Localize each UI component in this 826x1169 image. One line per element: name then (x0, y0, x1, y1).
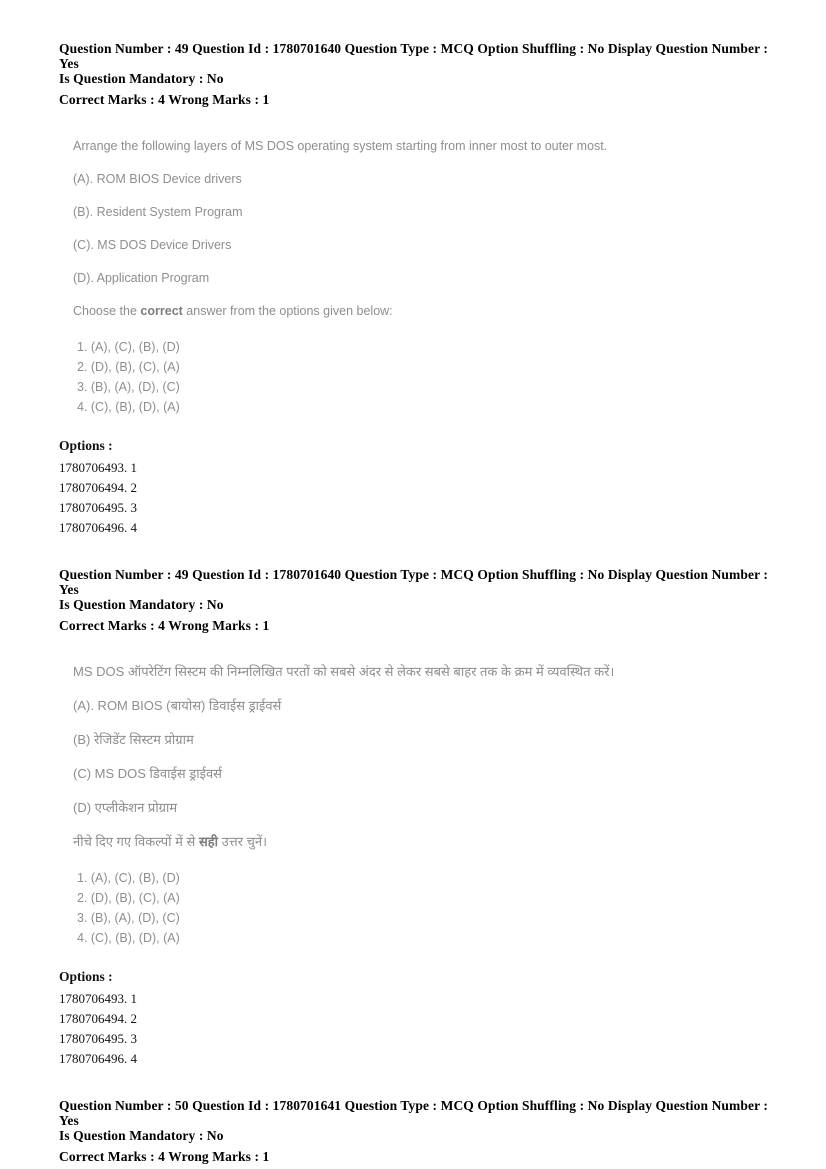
question-50-header (59, 1098, 776, 1164)
choice-3: 3. (B), (A), (D), (C) (77, 911, 180, 925)
choice-1: 1. (A), (C), (B), (D) (77, 871, 180, 885)
options-label: Options : (59, 969, 113, 984)
option-id-4: 1780706496. 4 (59, 1051, 137, 1066)
option-id-3: 1780706495. 3 (59, 500, 137, 515)
question-meta-line: Question Number : 49 Question Id : 1780701640 Question Type : MCQ Option Shuffling : No Display Question Number : Yes (59, 41, 769, 71)
choice-2: 2. (D), (B), (C), (A) (77, 891, 180, 905)
option-id-4: 1780706496. 4 (59, 520, 137, 535)
question-meta-line: Question Number : 50 Question Id : 1780701641 Question Type : MCQ Option Shuffling : No Display Question Number : Yes (59, 1098, 769, 1128)
question-text: Arrange the following layers of MS DOS operating system starting from inner most to outer most. (73, 139, 608, 153)
choice-2: 2. (D), (B), (C), (A) (77, 360, 180, 374)
choice-4: 4. (C), (B), (D), (A) (77, 400, 180, 414)
choice-4: 4. (C), (B), (D), (A) (77, 931, 180, 945)
options-id-list (59, 438, 776, 538)
layer-item-a: (A). ROM BIOS Device drivers (73, 172, 242, 186)
layer-item-d: (D). Application Program (73, 271, 210, 285)
marks-line: Correct Marks : 4 Wrong Marks : 1 (59, 92, 270, 107)
choose-instruction (73, 304, 776, 319)
choose-bold: correct (140, 304, 183, 318)
choose-pre: नीचे दिए गए विकल्पों में से (73, 834, 199, 849)
choose-post: उत्तर चुनें। (218, 834, 268, 849)
question-text-hindi: MS DOS ऑपरेटिंग सिस्टम की निम्नलिखित परतों को सबसे अंदर से लेकर सबसे बाहर तक के क्रम में व्यवस्थित करें। (73, 664, 615, 679)
choose-post: answer from the options given below: (182, 304, 393, 318)
option-id-1: 1780706493. 1 (59, 460, 137, 475)
marks-line: Correct Marks : 4 Wrong Marks : 1 (59, 618, 270, 633)
question-mandatory-line: Is Question Mandatory : No (59, 597, 224, 612)
option-id-1: 1780706493. 1 (59, 991, 137, 1006)
question-body-hindi (73, 663, 776, 945)
layer-item-c: (C). MS DOS Device Drivers (73, 238, 232, 252)
option-id-3: 1780706495. 3 (59, 1031, 137, 1046)
layer-item-d-hindi: (D) एप्लीकेशन प्रोग्राम (73, 800, 178, 815)
layer-item-b-hindi: (B) रेजिडेंट सिस्टम प्रोग्राम (73, 732, 194, 747)
answer-choices (77, 340, 776, 414)
question-mandatory-line: Is Question Mandatory : No (59, 71, 224, 86)
layer-item-a-hindi: (A). ROM BIOS (बायोस) डिवाईस ड्राईवर्स (73, 698, 282, 713)
choose-bold: सही (198, 834, 219, 849)
question-49-header (59, 41, 776, 107)
question-mandatory-line: Is Question Mandatory : No (59, 1128, 224, 1143)
layer-item-c-hindi: (C) MS DOS डिवाईस ड्राईवर्स (73, 766, 222, 781)
options-label: Options : (59, 438, 113, 453)
option-id-2: 1780706494. 2 (59, 1011, 137, 1026)
marks-line: Correct Marks : 4 Wrong Marks : 1 (59, 1149, 270, 1164)
option-id-2: 1780706494. 2 (59, 480, 137, 495)
choose-pre: Choose the (73, 304, 141, 318)
question-meta-line: Question Number : 49 Question Id : 1780701640 Question Type : MCQ Option Shuffling : No Display Question Number : Yes (59, 567, 769, 597)
options-id-list-hindi (59, 969, 776, 1069)
choose-instruction-hindi (73, 833, 776, 850)
question-49-header-hindi (59, 567, 776, 633)
layer-item-b: (B). Resident System Program (73, 205, 243, 219)
question-body-english (73, 139, 776, 414)
choice-3: 3. (B), (A), (D), (C) (77, 380, 180, 394)
answer-choices-hindi (77, 871, 776, 945)
choice-1: 1. (A), (C), (B), (D) (77, 340, 180, 354)
